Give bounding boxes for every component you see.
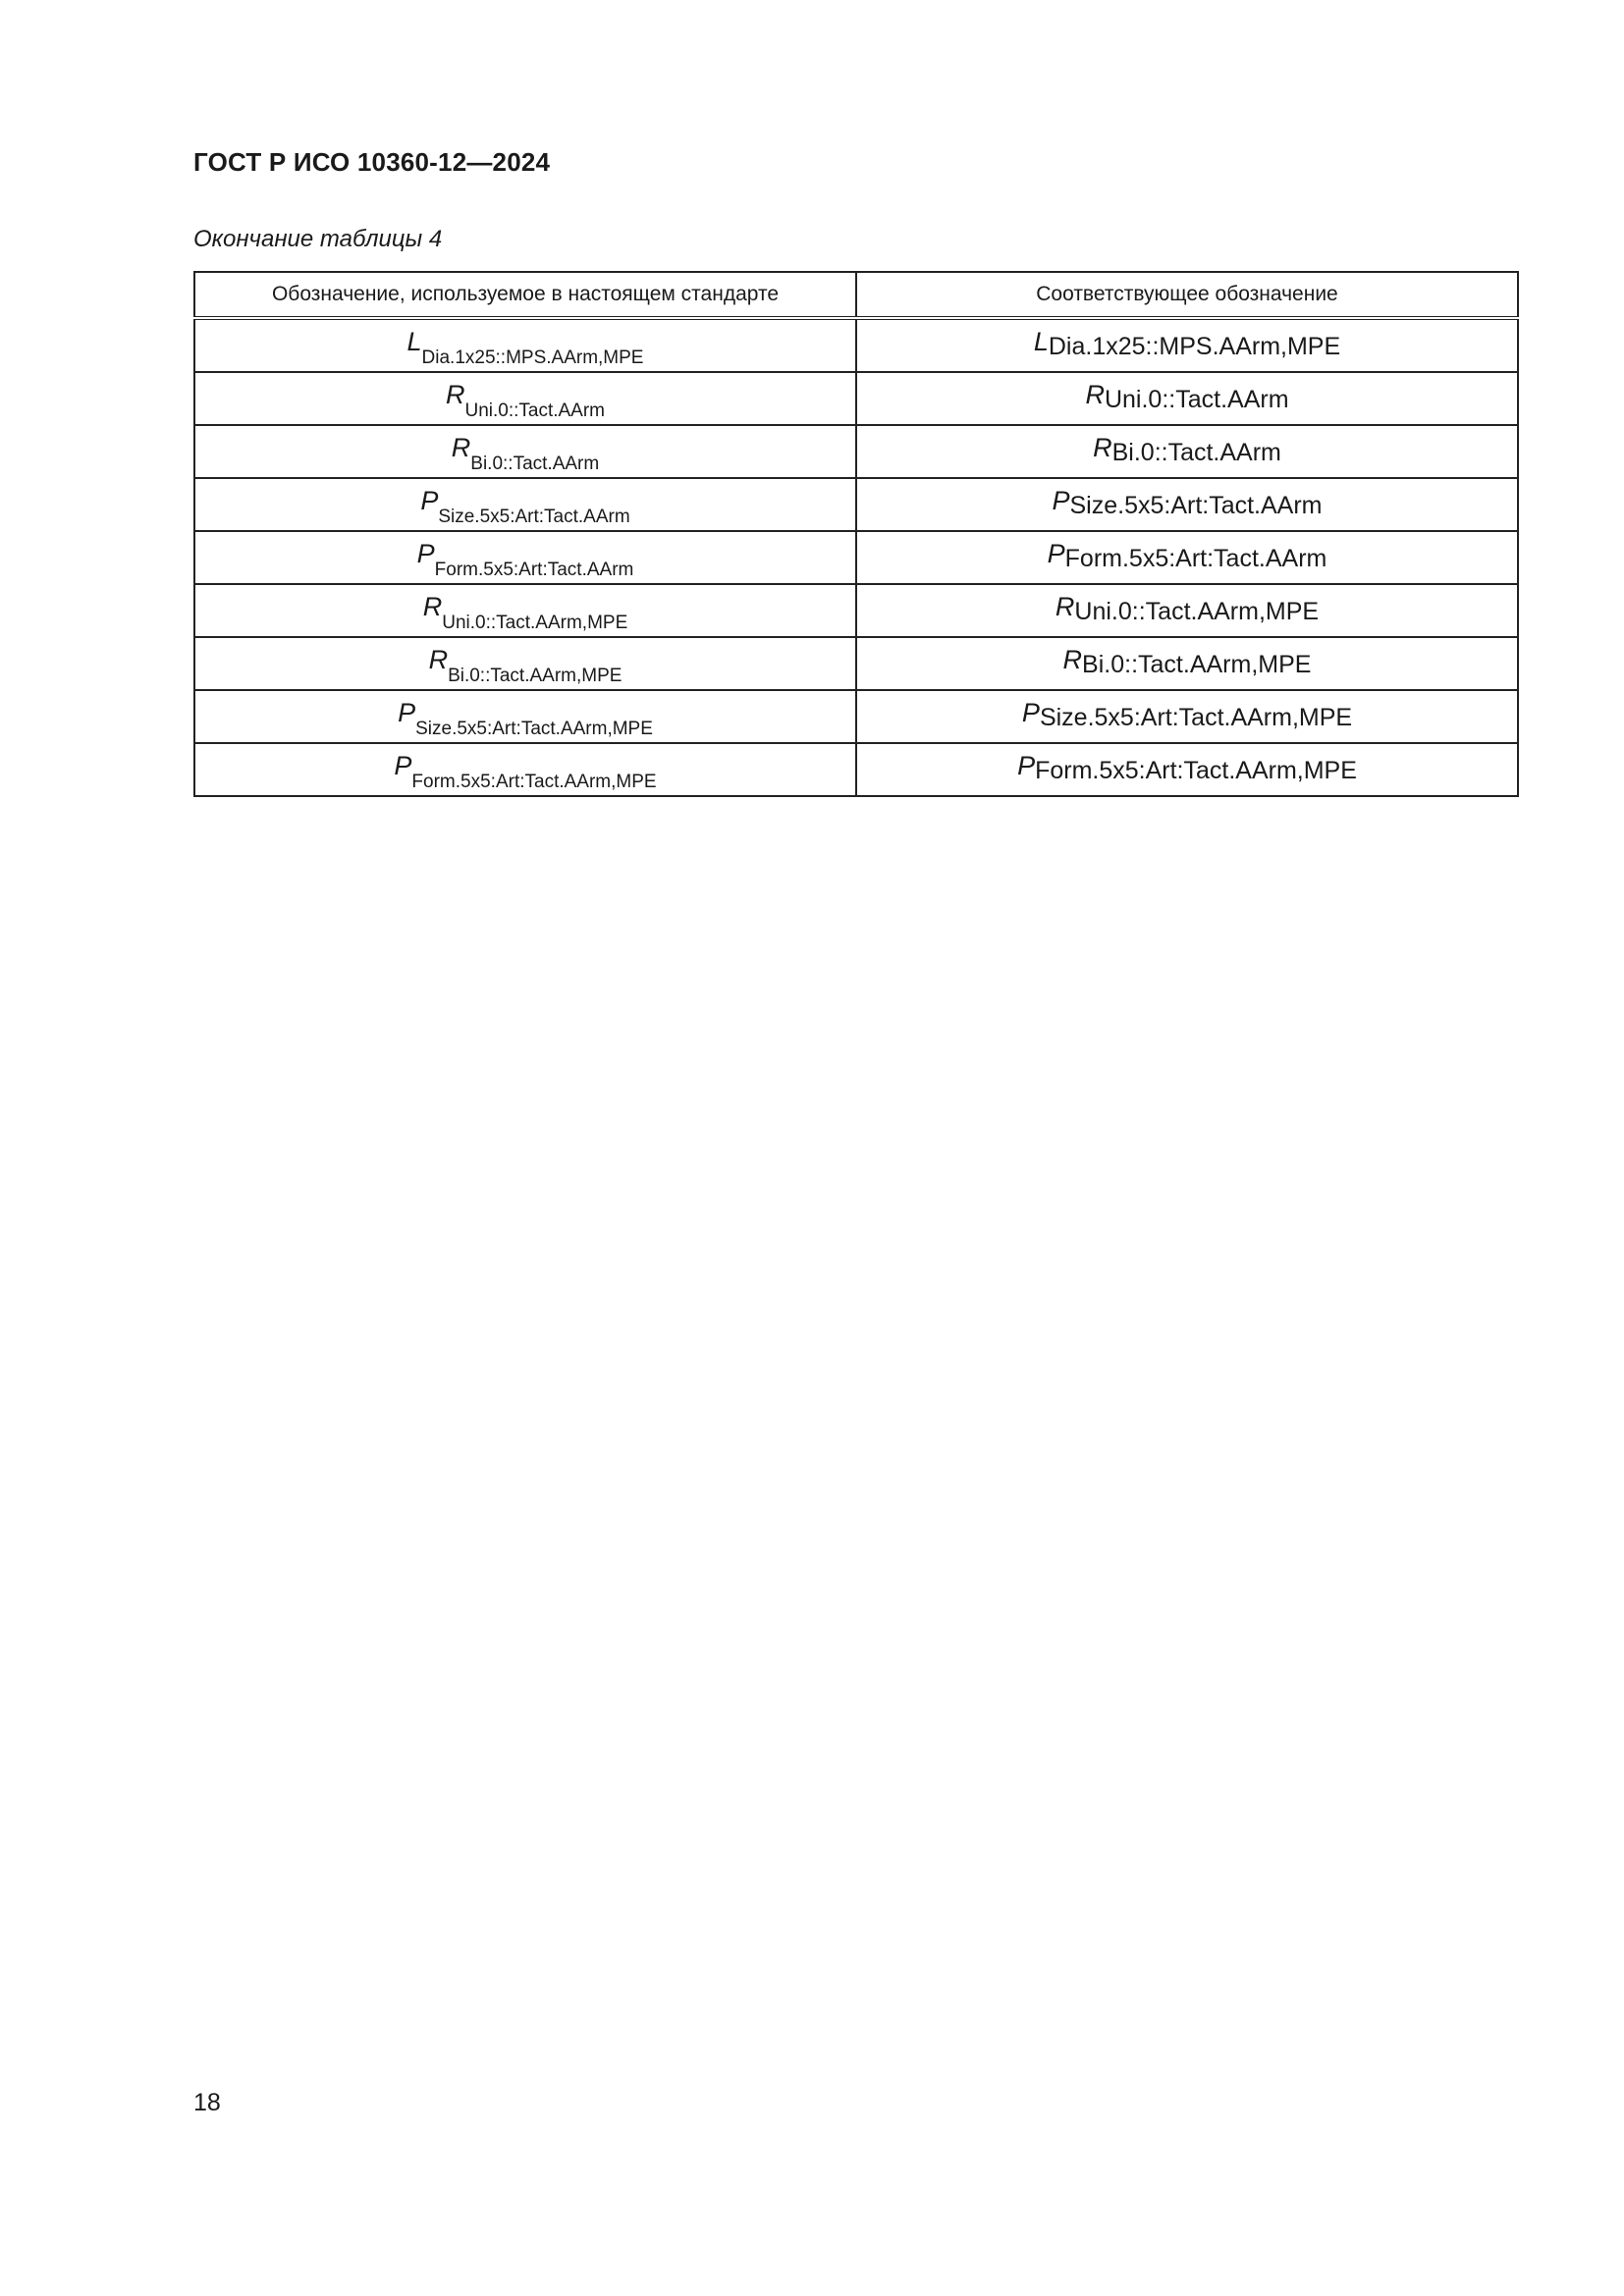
symbol-subscript: Dia.1x25::MPS.AArm,MPE [421, 347, 644, 368]
standard-symbol-cell [194, 425, 856, 478]
corresponding-symbol-cell [856, 372, 1518, 425]
document-header: ГОСТ Р ИСО 10360-12—2024 [193, 147, 551, 177]
corresponding-symbol-text: Bi.0::Tact.AArm [1111, 438, 1281, 466]
column-header-corresponding-symbol: Соответствующее обозначение [856, 272, 1518, 318]
symbol-subscript: Uni.0::Tact.AArm [464, 400, 606, 421]
symbol-letter: L [406, 326, 422, 356]
standard-symbol-cell [194, 531, 856, 584]
table-row [194, 690, 1518, 743]
standard-symbol-cell [194, 318, 856, 372]
corresponding-symbol-text: Bi.0::Tact.AArm,MPE [1082, 650, 1312, 678]
symbol-subscript: Form.5x5:Art:Tact.AArm [434, 559, 634, 580]
symbol-letter: P [398, 697, 416, 727]
corresponding-symbol-text: Dia.1x25::MPS.AArm,MPE [1048, 332, 1341, 360]
standard-symbol-cell [194, 478, 856, 531]
symbol-subscript: Uni.0::Tact.AArm,MPE [442, 612, 628, 633]
table-row [194, 531, 1518, 584]
corresponding-symbol-cell [856, 531, 1518, 584]
corresponding-symbol-cell [856, 690, 1518, 743]
corresponding-symbol-text: Size.5x5:Art:Tact.AArm,MPE [1039, 703, 1353, 731]
column-header-standard-symbol: Обозначение, используемое в настоящем стандарте [194, 272, 856, 318]
table-row [194, 318, 1518, 372]
corresponding-symbol-letter: R [1062, 644, 1083, 674]
standard-symbol-cell [194, 584, 856, 637]
corresponding-symbol-cell [856, 425, 1518, 478]
symbol-subscript: Size.5x5:Art:Tact.AArm [438, 506, 630, 527]
symbol-letter: P [420, 485, 439, 515]
corresponding-symbol-letter: L [1033, 326, 1049, 356]
symbol-subscript: Bi.0::Tact.AArm [470, 453, 600, 474]
symbol-letter: R [451, 432, 471, 462]
corresponding-symbol-text: Uni.0::Tact.AArm,MPE [1074, 597, 1320, 625]
symbol-subscript: Size.5x5:Art:Tact.AArm,MPE [415, 718, 653, 739]
table-row [194, 743, 1518, 796]
corresponding-symbol-text: Form.5x5:Art:Tact.AArm,MPE [1035, 756, 1357, 784]
symbols-table [193, 271, 1519, 797]
corresponding-symbol-text: Uni.0::Tact.AArm [1104, 385, 1289, 413]
corresponding-symbol-cell [856, 637, 1518, 690]
corresponding-symbol-letter: R [1093, 432, 1112, 462]
page-number: 18 [193, 2089, 221, 2116]
corresponding-symbol-letter: P [1017, 750, 1036, 780]
standard-symbol-cell [194, 690, 856, 743]
symbol-subscript: Form.5x5:Art:Tact.AArm,MPE [411, 771, 657, 792]
corresponding-symbol-cell [856, 743, 1518, 796]
corresponding-symbol-letter: P [1052, 485, 1070, 515]
table-row [194, 637, 1518, 690]
standard-symbol-cell [194, 637, 856, 690]
symbol-letter: P [416, 538, 435, 568]
corresponding-symbol-text: Size.5x5:Art:Tact.AArm [1069, 491, 1323, 519]
corresponding-symbol-text: Form.5x5:Art:Tact.AArm [1064, 544, 1327, 572]
table-header-row [194, 272, 1518, 318]
table-row [194, 584, 1518, 637]
standard-symbol-cell [194, 743, 856, 796]
symbol-letter: R [445, 379, 465, 409]
symbol-letter: R [428, 644, 449, 674]
corresponding-symbol-cell [856, 318, 1518, 372]
symbol-letter: P [394, 750, 412, 780]
corresponding-symbol-letter: P [1047, 538, 1065, 568]
corresponding-symbol-letter: R [1085, 379, 1105, 409]
table-row [194, 425, 1518, 478]
standard-symbol-cell [194, 372, 856, 425]
table-caption: Окончание таблицы 4 [193, 226, 443, 252]
table-row [194, 372, 1518, 425]
corresponding-symbol-letter: P [1021, 697, 1040, 727]
corresponding-symbol-letter: R [1055, 591, 1075, 621]
table-body [194, 318, 1518, 796]
corresponding-symbol-cell [856, 478, 1518, 531]
table-row [194, 478, 1518, 531]
symbol-subscript: Bi.0::Tact.AArm,MPE [448, 665, 623, 686]
symbol-letter: R [422, 591, 443, 621]
corresponding-symbol-cell [856, 584, 1518, 637]
